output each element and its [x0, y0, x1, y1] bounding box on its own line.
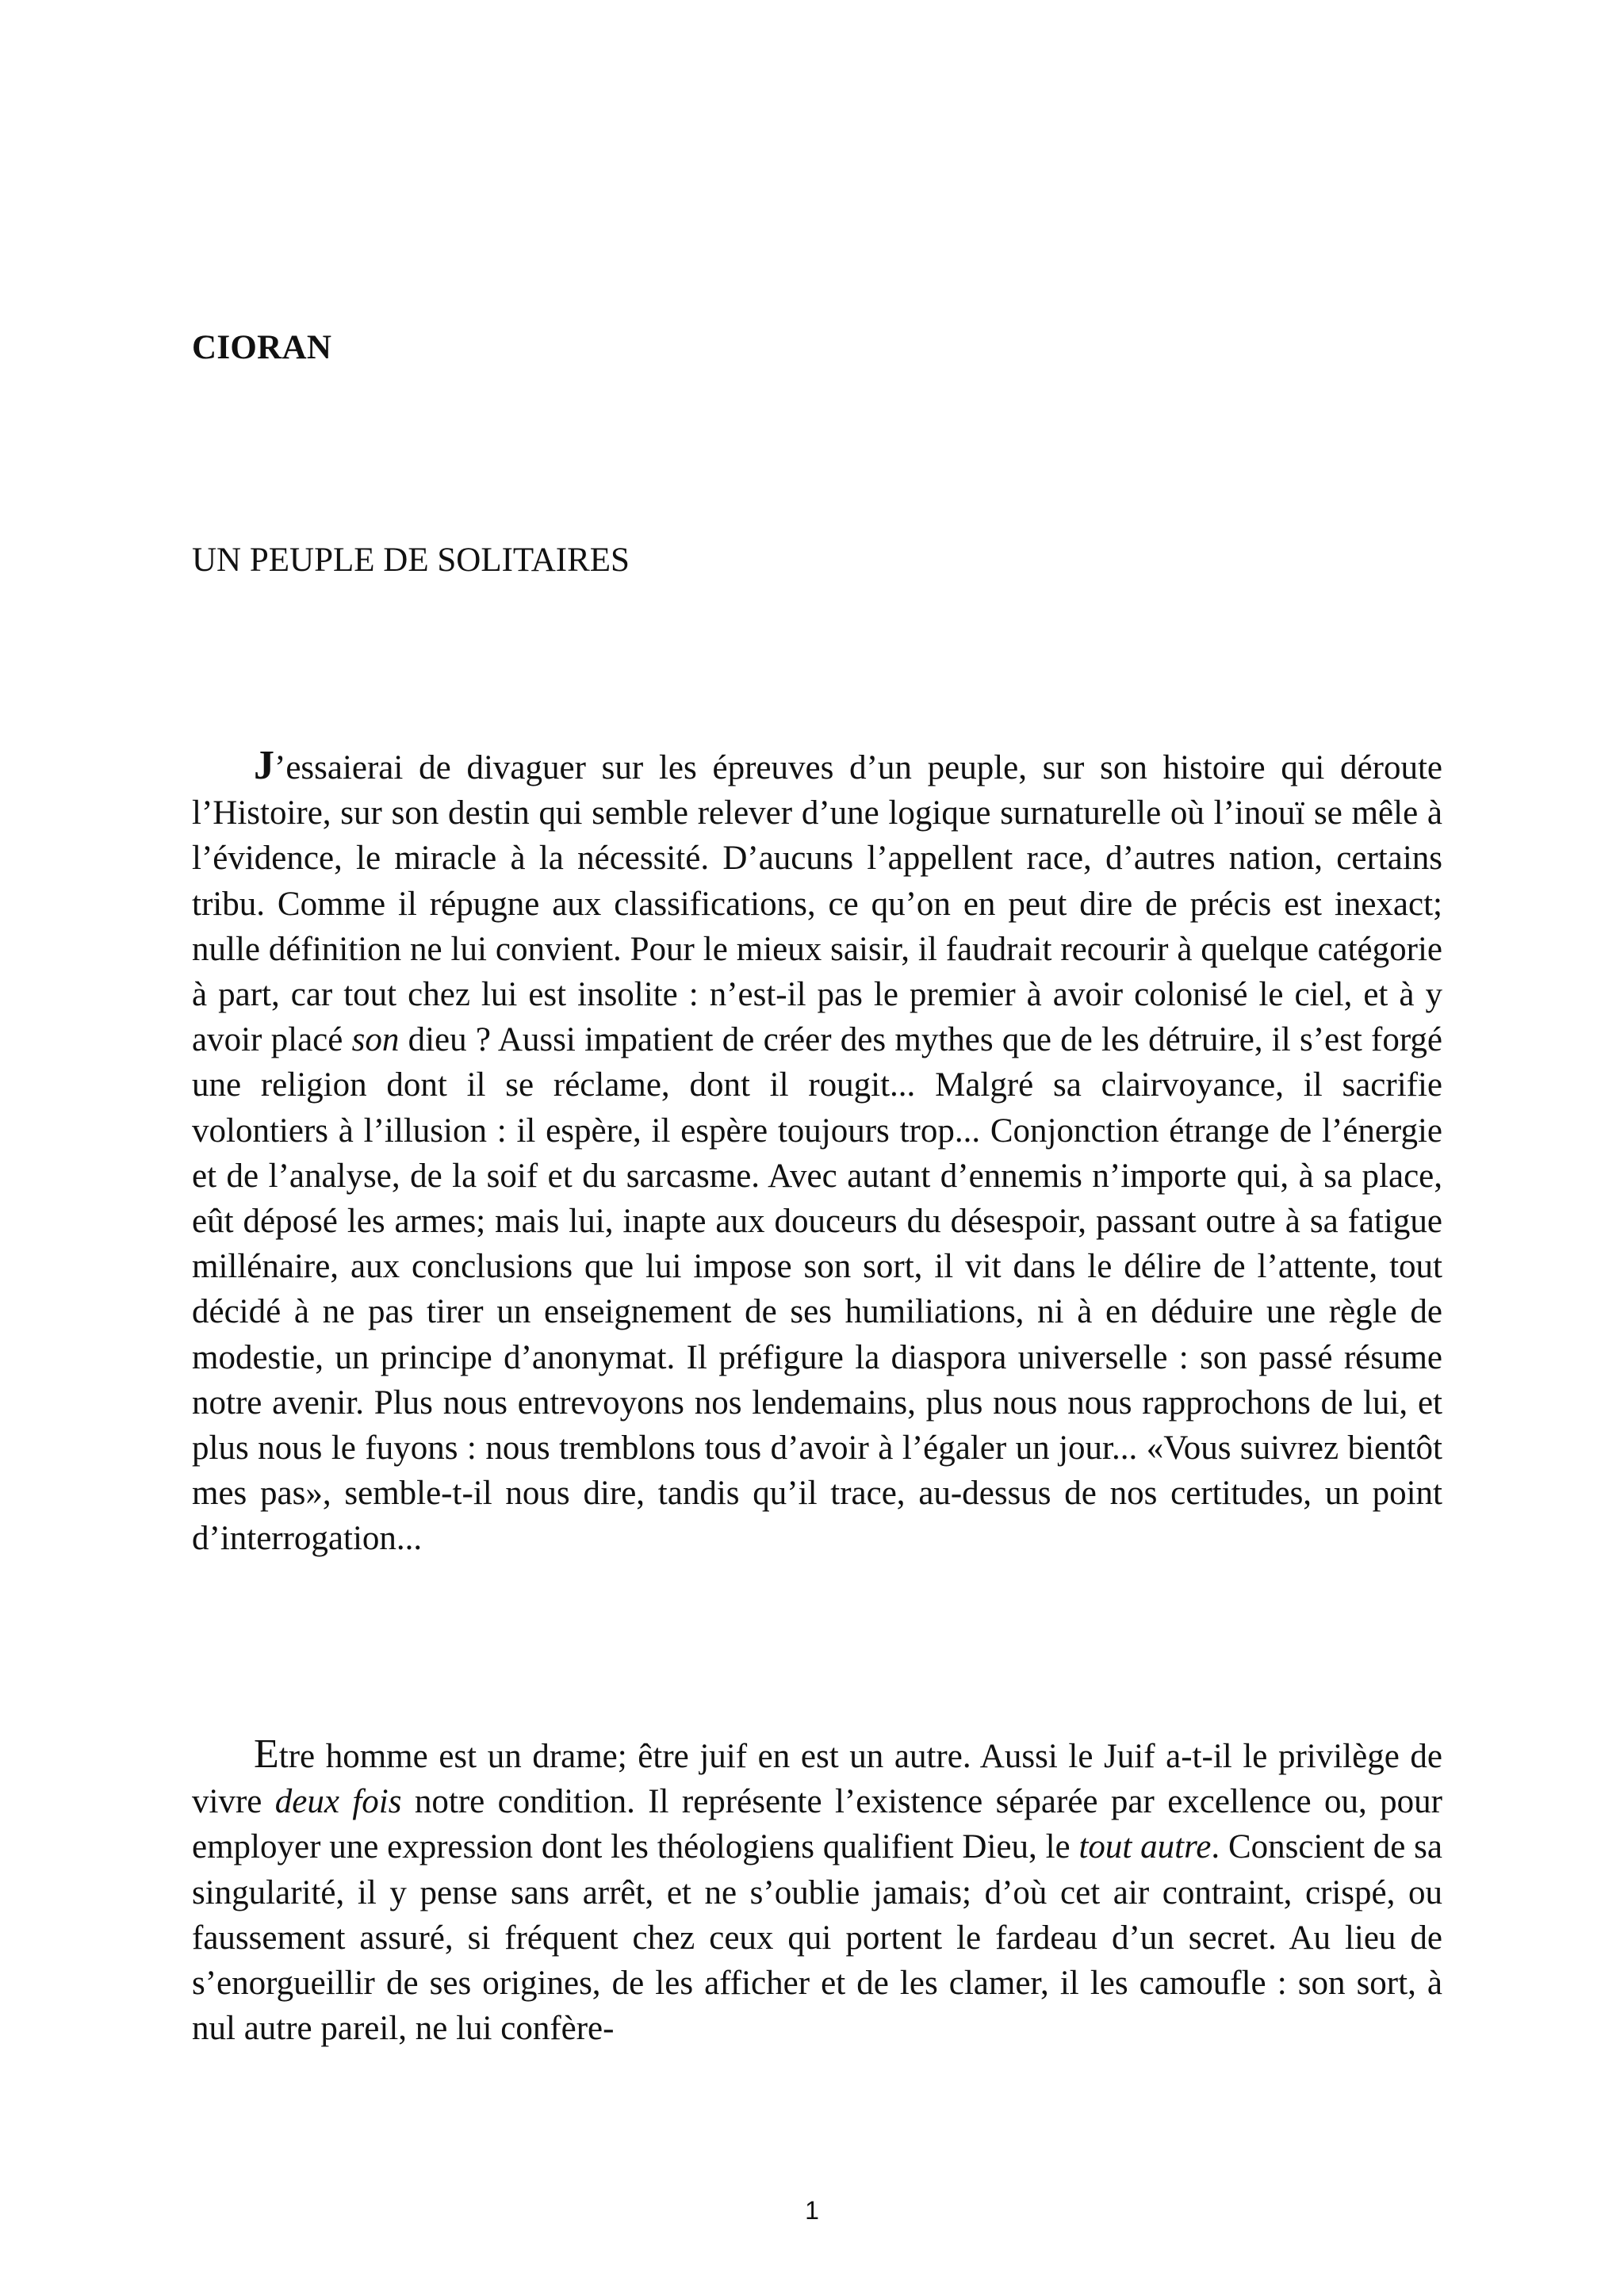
emphasized-word: deux fois [274, 1783, 402, 1821]
paragraph-text: tre homme est un drame; être juif en est un autre. Aussi le Juif a-t-il le privilège de vivre [192, 1738, 1442, 1821]
author-name: CIORAN [192, 329, 332, 366]
paragraph-text: dieu ? Aussi impatient de créer des mythes que de les détruire, il s’est forgé une religion dont il se réclame, dont il rougit... Malgré sa clairvoyance, il sacrifie volontiers à l’illusion : il espère, il espère toujours trop... Conjonction étrange de l’énergie et de l’analyse, de la soif et du sarcasme. Avec autant d’ennemis n’importe qui, à sa place, eût déposé les armes; mais lui, inapte aux douceurs du désespoir, passant outre à sa fatigue millénaire, aux conclusions que lui impose son sort, il vit dans le délire de l’attente, tout décidé à ne pas tirer un enseignement de ses humiliations, ni à en déduire une règle de modestie, un principe d’anonymat. Il préfigure la diaspora universelle : son passé résume notre avenir. Plus nous entrevoyons nos lendemains, plus nous nous rapprochons de lui, et plus nous le fuyons : nous tremblons tous d’avoir à l’égaler un jour... «Vous suivrez bientôt mes pas», semble-t-il nous dire, tandis qu’il trace, au-dessus de nos certitudes, un point d’interrogation... [192, 1021, 1442, 1558]
paragraph-text: ’essaierai de divaguer sur les épreuves d’un peuple, sur son histoire qui déroute l’Histoire, sur son destin qui semble relever d’une logique surnaturelle où l’inouï se mêle à l’évidence, le miracle à la nécessité. D’aucuns l’appellent race, d’autres nation, certains tribu. Comme il répugne aux classifications, ce qu’on en peut dire de précis est inexact; nulle définition ne lui convient. Pour le mieux saisir, il faudrait recourir à quelque catégorie à part, car tout chez lui est insolite : n’est-il pas le premier à avoir colonisé le ciel, et à y avoir placé [192, 749, 1442, 1059]
paragraph-text: notre condition. Il représente l’existence séparée par excellence ou, pour employer une expression dont les théologiens qualifient Dieu, le [192, 1783, 1442, 1866]
body-paragraph-1 [192, 745, 1442, 1562]
page-number: 1 [805, 2196, 819, 2225]
paragraph-text: . Conscient de sa singularité, il y pense sans arrêt, et ne s’oublie jamais; d’où cet air contraint, crispé, ou faussement assuré, si fréquent chez ceux qui portent le fardeau d’un secret. Au lieu de s’enorgueillir de ses origines, de les afficher et de les clamer, il les camoufle : son sort, à nul autre pareil, ne lui confère- [192, 1828, 1442, 2048]
emphasized-word: son [351, 1021, 400, 1059]
body-paragraph-2 [192, 1734, 1442, 2051]
chapter-title: UN PEUPLE DE SOLITAIRES [192, 541, 630, 579]
paragraph-initial-letter: E [254, 1732, 279, 1777]
paragraph-initial-letter: J [254, 743, 274, 788]
emphasized-word: tout autre [1078, 1828, 1212, 1866]
